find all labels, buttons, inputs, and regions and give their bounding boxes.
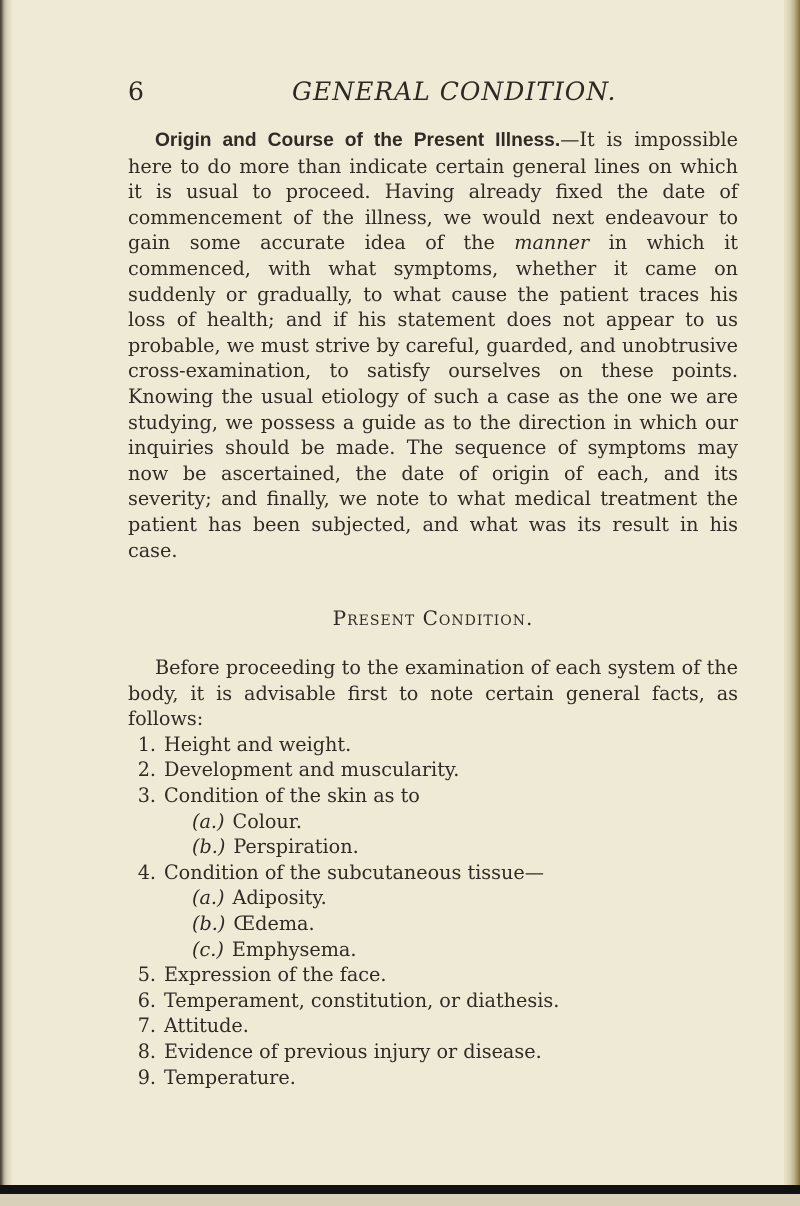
sub-item-text: Perspiration. [233, 835, 359, 859]
list-item [128, 988, 738, 1014]
page-content [128, 127, 738, 1090]
list-text: Development and muscularity. [164, 758, 460, 782]
list-item [128, 757, 738, 783]
list-item [128, 1065, 738, 1091]
sub-item-text: Colour. [232, 809, 302, 833]
list-number: 7. [137, 1014, 156, 1038]
page-header [128, 77, 748, 107]
sub-item [192, 809, 738, 835]
sub-item-label: (b.) [192, 835, 226, 859]
list-number: 5. [137, 963, 156, 987]
general-facts-list [128, 732, 738, 1090]
page-right-edge [784, 0, 800, 1206]
sub-item-label: (a.) [192, 886, 225, 910]
origin-course-text-2: in which it commenced, with what symptoms, whether it came on suddenly or gradually, to what cause the patient traces his loss of health; and if his statement does not appear to us probable, we must strive by careful, guarded, and unobtrusive cross-examination, to satisfy ourselves on these points. Knowing the usual etiology of such a case as the one we are studying, we possess a guide as to the direction in which our inquiries should be made. The sequence of symptoms may now be ascertained, the date of origin of each, and its severity; and finally, we note to what medical treatment the patient has been subjected, and what was its result in his case. [128, 231, 738, 562]
list-text: Condition of the skin as to [164, 784, 420, 808]
page-number: 6 [128, 77, 144, 106]
bottom-rule [0, 1185, 800, 1194]
list-text: Temperament, constitution, or diathesis. [164, 988, 560, 1012]
sub-item [192, 834, 738, 860]
list-text: Temperature. [164, 1065, 296, 1089]
bottom-strip [0, 1194, 800, 1206]
list-item [128, 783, 738, 809]
list-item [128, 732, 738, 758]
list-item [128, 860, 738, 886]
emphasized-word: manner [514, 231, 590, 255]
present-condition-heading: Present Condition. [332, 606, 534, 631]
origin-course-text-1: —It is impossible here to do more than indicate certain general lines on which it is usual to proceed. Having already fixed the date of commencement of the illness, we would next endeavour to gain some accurate idea of the [128, 128, 738, 255]
list-number: 6. [137, 988, 156, 1012]
list-number: 3. [137, 784, 156, 808]
sub-item [192, 885, 738, 911]
list-text: Condition of the subcutaneous tissue— [164, 860, 544, 884]
page-left-edge [0, 0, 12, 1206]
sub-item-text: Adiposity. [232, 886, 327, 910]
sub-item-label: (b.) [192, 912, 226, 936]
list-number: 1. [137, 732, 156, 756]
sub-item [192, 911, 738, 937]
list-text: Height and weight. [164, 732, 352, 756]
running-head: GENERAL CONDITION. [292, 77, 617, 106]
list-number: 8. [137, 1040, 156, 1063]
sub-item-label: (c.) [192, 937, 224, 961]
list-text: Evidence of previous injury or disease. [164, 1040, 542, 1063]
sub-item-text: Œdema. [233, 912, 315, 936]
origin-course-heading: Origin and Course of the Present Illness. [155, 130, 561, 151]
list-item [128, 962, 738, 988]
origin-course-paragraph [128, 127, 738, 563]
list-text: Attitude. [164, 1014, 249, 1038]
list-item [128, 1013, 738, 1039]
list-number: 9. [137, 1065, 156, 1089]
sub-item [192, 937, 738, 963]
list-item [128, 1039, 738, 1065]
list-number: 2. [137, 758, 156, 782]
list-number: 4. [137, 860, 156, 884]
present-condition-intro: Before proceeding to the examination of each system of the body, it is advisable first to note certain general facts, as follows: [128, 656, 738, 731]
sub-item-text: Emphysema. [231, 937, 357, 961]
sub-item-label: (a.) [192, 809, 225, 833]
list-text: Expression of the face. [164, 963, 387, 987]
